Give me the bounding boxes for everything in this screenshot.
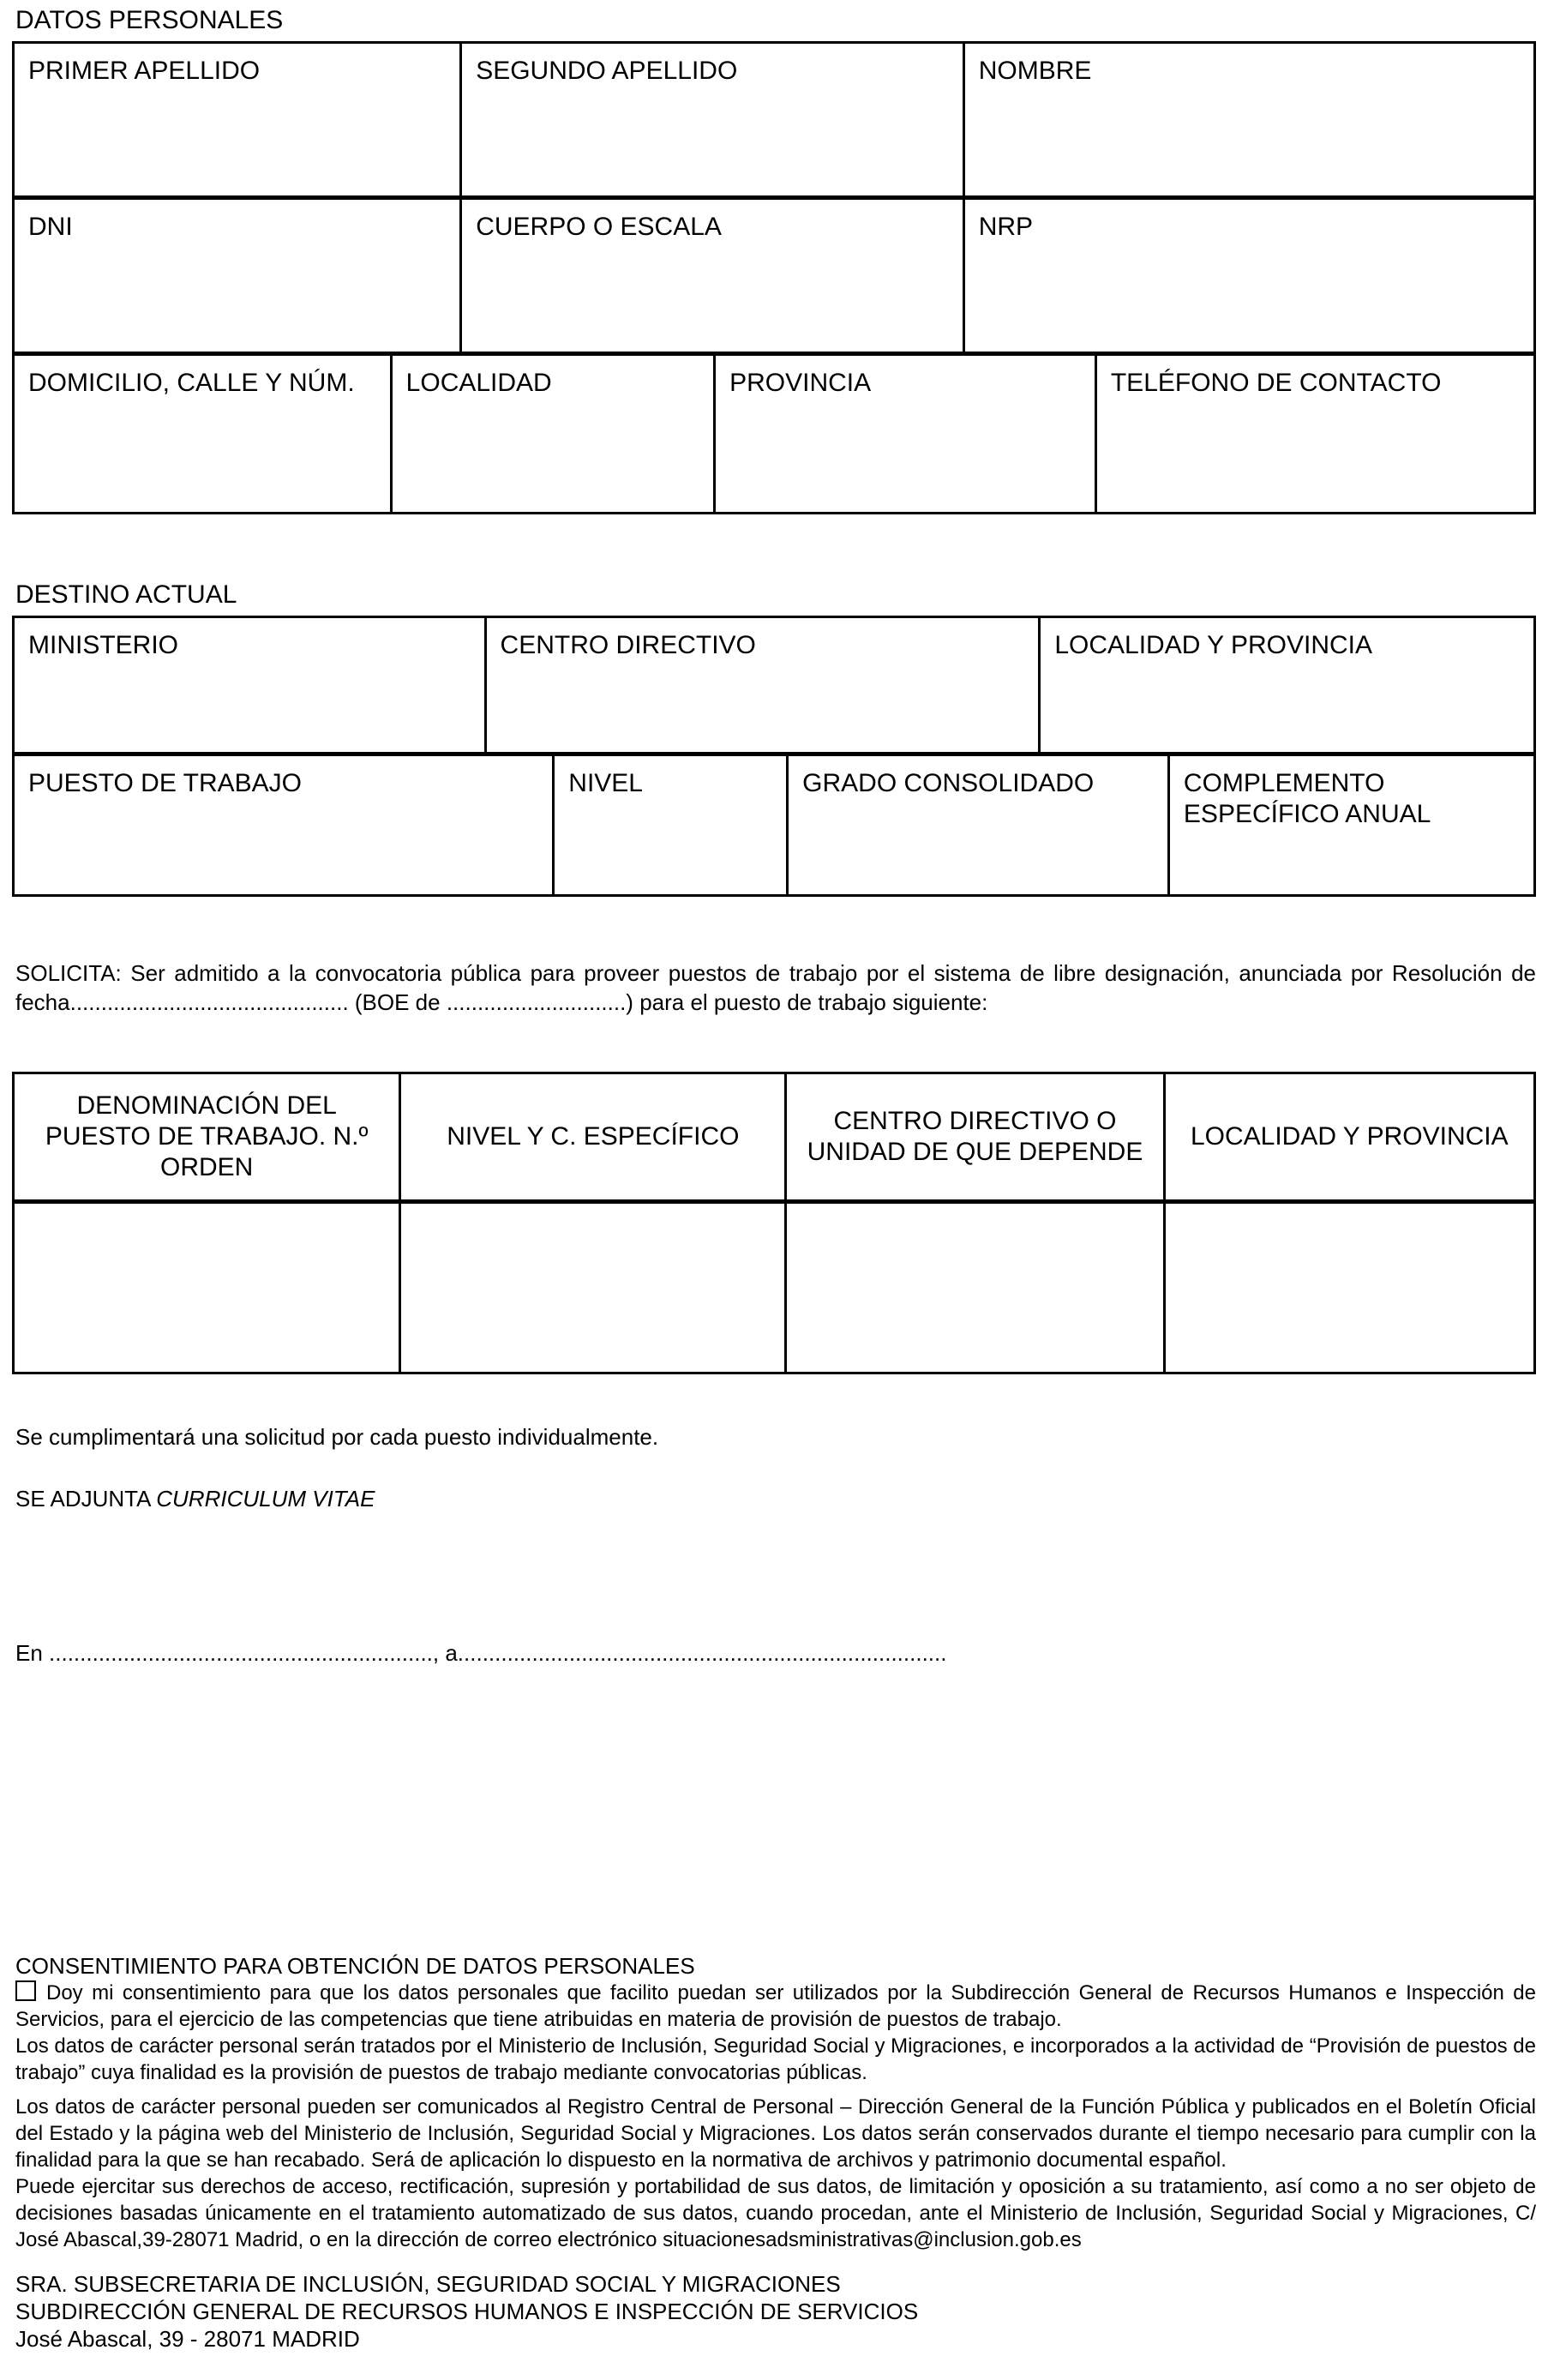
table-row <box>12 754 1536 897</box>
footer-address-block <box>15 2270 1536 2353</box>
input-domicilio[interactable] <box>28 399 376 500</box>
section-title-destino-actual: DESTINO ACTUAL <box>15 580 237 609</box>
section-title-datos-personales: DATOS PERSONALES <box>15 6 284 34</box>
curriculum-vitae-italic: CURRICULUM VITAE <box>156 1486 375 1512</box>
field-label-cuerpo-escala: CUERPO O ESCALA <box>476 213 722 241</box>
cell-nombre <box>963 44 1533 195</box>
input-cuerpo-escala[interactable] <box>476 243 949 340</box>
consent-paragraph-1 <box>15 1980 1536 2033</box>
cell-segundo-apellido <box>459 44 963 195</box>
input-segundo-apellido[interactable] <box>476 87 949 183</box>
consent-section <box>15 1952 1536 2253</box>
cell-ministerio <box>15 618 484 752</box>
input-grado-consolidado[interactable] <box>802 799 1154 882</box>
field-label-nivel: NIVEL <box>568 769 643 797</box>
table-body-row <box>12 1201 1536 1374</box>
cell-localidad-provincia <box>1038 618 1533 752</box>
cell-domicilio <box>15 356 390 512</box>
input-complemento-especifico[interactable] <box>1184 830 1520 882</box>
column-header-localidad-provincia: LOCALIDAD Y PROVINCIA <box>1163 1074 1533 1199</box>
input-nivel[interactable] <box>568 799 772 882</box>
field-label-puesto-trabajo: PUESTO DE TRABAJO <box>28 769 302 797</box>
table-row <box>12 353 1536 514</box>
table-row <box>12 616 1536 754</box>
input-centro-directivo[interactable] <box>501 661 1025 740</box>
consent-checkbox[interactable] <box>15 1980 36 2001</box>
input-localidad[interactable] <box>406 399 699 500</box>
cell-dni <box>15 200 459 352</box>
cell-nivel-especifico-input[interactable] <box>399 1204 784 1372</box>
cell-centro-directivo-input[interactable] <box>784 1204 1162 1372</box>
field-label-nombre: NOMBRE <box>978 57 1092 85</box>
field-label-domicilio: DOMICILIO, CALLE Y NÚM. <box>28 369 355 397</box>
field-label-grado-consolidado: GRADO CONSOLIDADO <box>802 769 1095 797</box>
field-label-localidad-provincia: LOCALIDAD Y PROVINCIA <box>1054 631 1372 659</box>
field-label-primer-apellido: PRIMER APELLIDO <box>28 57 261 85</box>
field-label-segundo-apellido: SEGUNDO APELLIDO <box>476 57 738 85</box>
field-label-nrp: NRP <box>978 213 1034 241</box>
consent-paragraph-4: Puede ejercitar sus derechos de acceso, rectificación, supresión y portabilidad de sus datos, de limitación y oposición a su tratamiento, así como a no ser objeto de decisiones basadas únicamente en el tratamiento automatizado de sus datos, cuando procedan, ante el Ministerio de Inclusión, Seguridad Social y Migraciones, C/ José Abascal,39-28071 Madrid, o en la dirección de correo electrónico situacionesadsministrativas@inclusion.gob.es <box>15 2175 1536 2251</box>
footer-line-3: José Abascal, 39 - 28071 MADRID <box>15 2326 360 2352</box>
field-label-provincia: PROVINCIA <box>729 369 872 397</box>
input-localidad-provincia[interactable] <box>1054 661 1520 740</box>
puestos-table <box>12 1072 1536 1374</box>
fecha-line: En .............................................................., a............................................................................... <box>15 1640 947 1666</box>
cell-nrp <box>963 200 1533 352</box>
cell-provincia <box>713 356 1095 512</box>
field-label-dni: DNI <box>28 213 73 241</box>
nota-text: Se cumplimentará una solicitud por cada puesto individualmente. <box>15 1424 659 1450</box>
footer-line-2: SUBDIRECCIÓN GENERAL DE RECURSOS HUMANOS E INSPECCIÓN DE SERVICIOS <box>15 2299 919 2324</box>
table-row <box>12 197 1536 354</box>
input-ministerio[interactable] <box>28 661 471 740</box>
field-label-localidad: LOCALIDAD <box>405 369 552 397</box>
cell-puesto-trabajo <box>15 756 552 894</box>
consent-paragraph-2: Los datos de carácter personal serán tratados por el Ministerio de Inclusión, Seguridad Social y Migraciones, e incorporados a la actividad de “Provisión de puestos de trabajo” cuya finalidad es la provisión de puestos de trabajo mediante convocatorias públicas. <box>15 2034 1536 2084</box>
input-nombre[interactable] <box>979 87 1520 183</box>
consent-section-title: CONSENTIMIENTO PARA OBTENCIÓN DE DATOS PERSONALES <box>15 1953 695 1979</box>
solicita-text: SOLICITA: Ser admitido a la convocatoria pública para proveer puestos de trabajo por el sistema de libre designación, anunciada por Resolución de fecha............................................. (BOE de .............................) para el puesto de trabajo siguiente: <box>15 960 1536 1015</box>
field-label-ministerio: MINISTERIO <box>28 631 179 659</box>
field-label-complemento-especifico: COMPLEMENTO ESPECÍFICO ANUAL <box>1183 769 1431 828</box>
cell-cuerpo-escala <box>459 200 963 352</box>
field-label-telefono: TELÉFONO DE CONTACTO <box>1110 369 1442 397</box>
field-label-centro-directivo: CENTRO DIRECTIVO <box>500 631 756 659</box>
cell-telefono <box>1095 356 1533 512</box>
cell-primer-apellido <box>15 44 459 195</box>
cell-localidad <box>390 356 713 512</box>
consent-paragraph-3: Los datos de carácter personal pueden ser comunicados al Registro Central de Personal – Dirección General de la Función Pública y publicados en el Boletín Oficial del Estado y la página web del Ministerio de Inclusión, Seguridad Social y Migraciones. Los datos serán conservados durante el tiempo necesario para cumplir con la finalidad para la que se han recabado. Será de aplicación lo dispuesto en la normativa de archivos y patrimonio documental español. <box>15 2095 1536 2172</box>
cell-grado-consolidado <box>786 756 1167 894</box>
cell-centro-directivo <box>484 618 1039 752</box>
input-dni[interactable] <box>28 243 446 340</box>
table-row <box>12 41 1536 198</box>
table-header-row <box>12 1072 1536 1202</box>
input-provincia[interactable] <box>729 399 1081 500</box>
input-nrp[interactable] <box>979 243 1520 340</box>
input-telefono[interactable] <box>1111 399 1520 500</box>
datos-personales-table <box>12 41 1536 514</box>
input-primer-apellido[interactable] <box>28 87 446 183</box>
cell-nivel <box>552 756 786 894</box>
cell-denominacion-input[interactable] <box>15 1204 399 1372</box>
adjunta-text <box>15 1484 1536 1513</box>
cell-localidad-provincia-input[interactable] <box>1163 1204 1533 1372</box>
adjunta-prefix: SE ADJUNTA <box>15 1486 157 1512</box>
footer-line-1: SRA. SUBSECRETARIA DE INCLUSIÓN, SEGURIDAD SOCIAL Y MIGRACIONES <box>15 2271 841 2297</box>
cell-complemento-especifico <box>1167 756 1533 894</box>
destino-actual-table <box>12 616 1536 897</box>
column-header-centro-directivo: CENTRO DIRECTIVO O UNIDAD DE QUE DEPENDE <box>784 1074 1162 1199</box>
input-puesto-trabajo[interactable] <box>28 799 538 882</box>
column-header-nivel-especifico: NIVEL Y C. ESPECÍFICO <box>399 1074 784 1199</box>
consent-paragraph-1-text: Doy mi consentimiento para que los datos personales que facilito puedan ser utilizados por la Subdirección General de Recursos Humanos e Inspección de Servicios, para el ejercicio de las competencias que tiene atribuidas en materia de provisión de puestos de trabajo. <box>15 1981 1536 2031</box>
column-header-denominacion: DENOMINACIÓN DEL PUESTO DE TRABAJO. N.º ORDEN <box>45 1091 369 1181</box>
